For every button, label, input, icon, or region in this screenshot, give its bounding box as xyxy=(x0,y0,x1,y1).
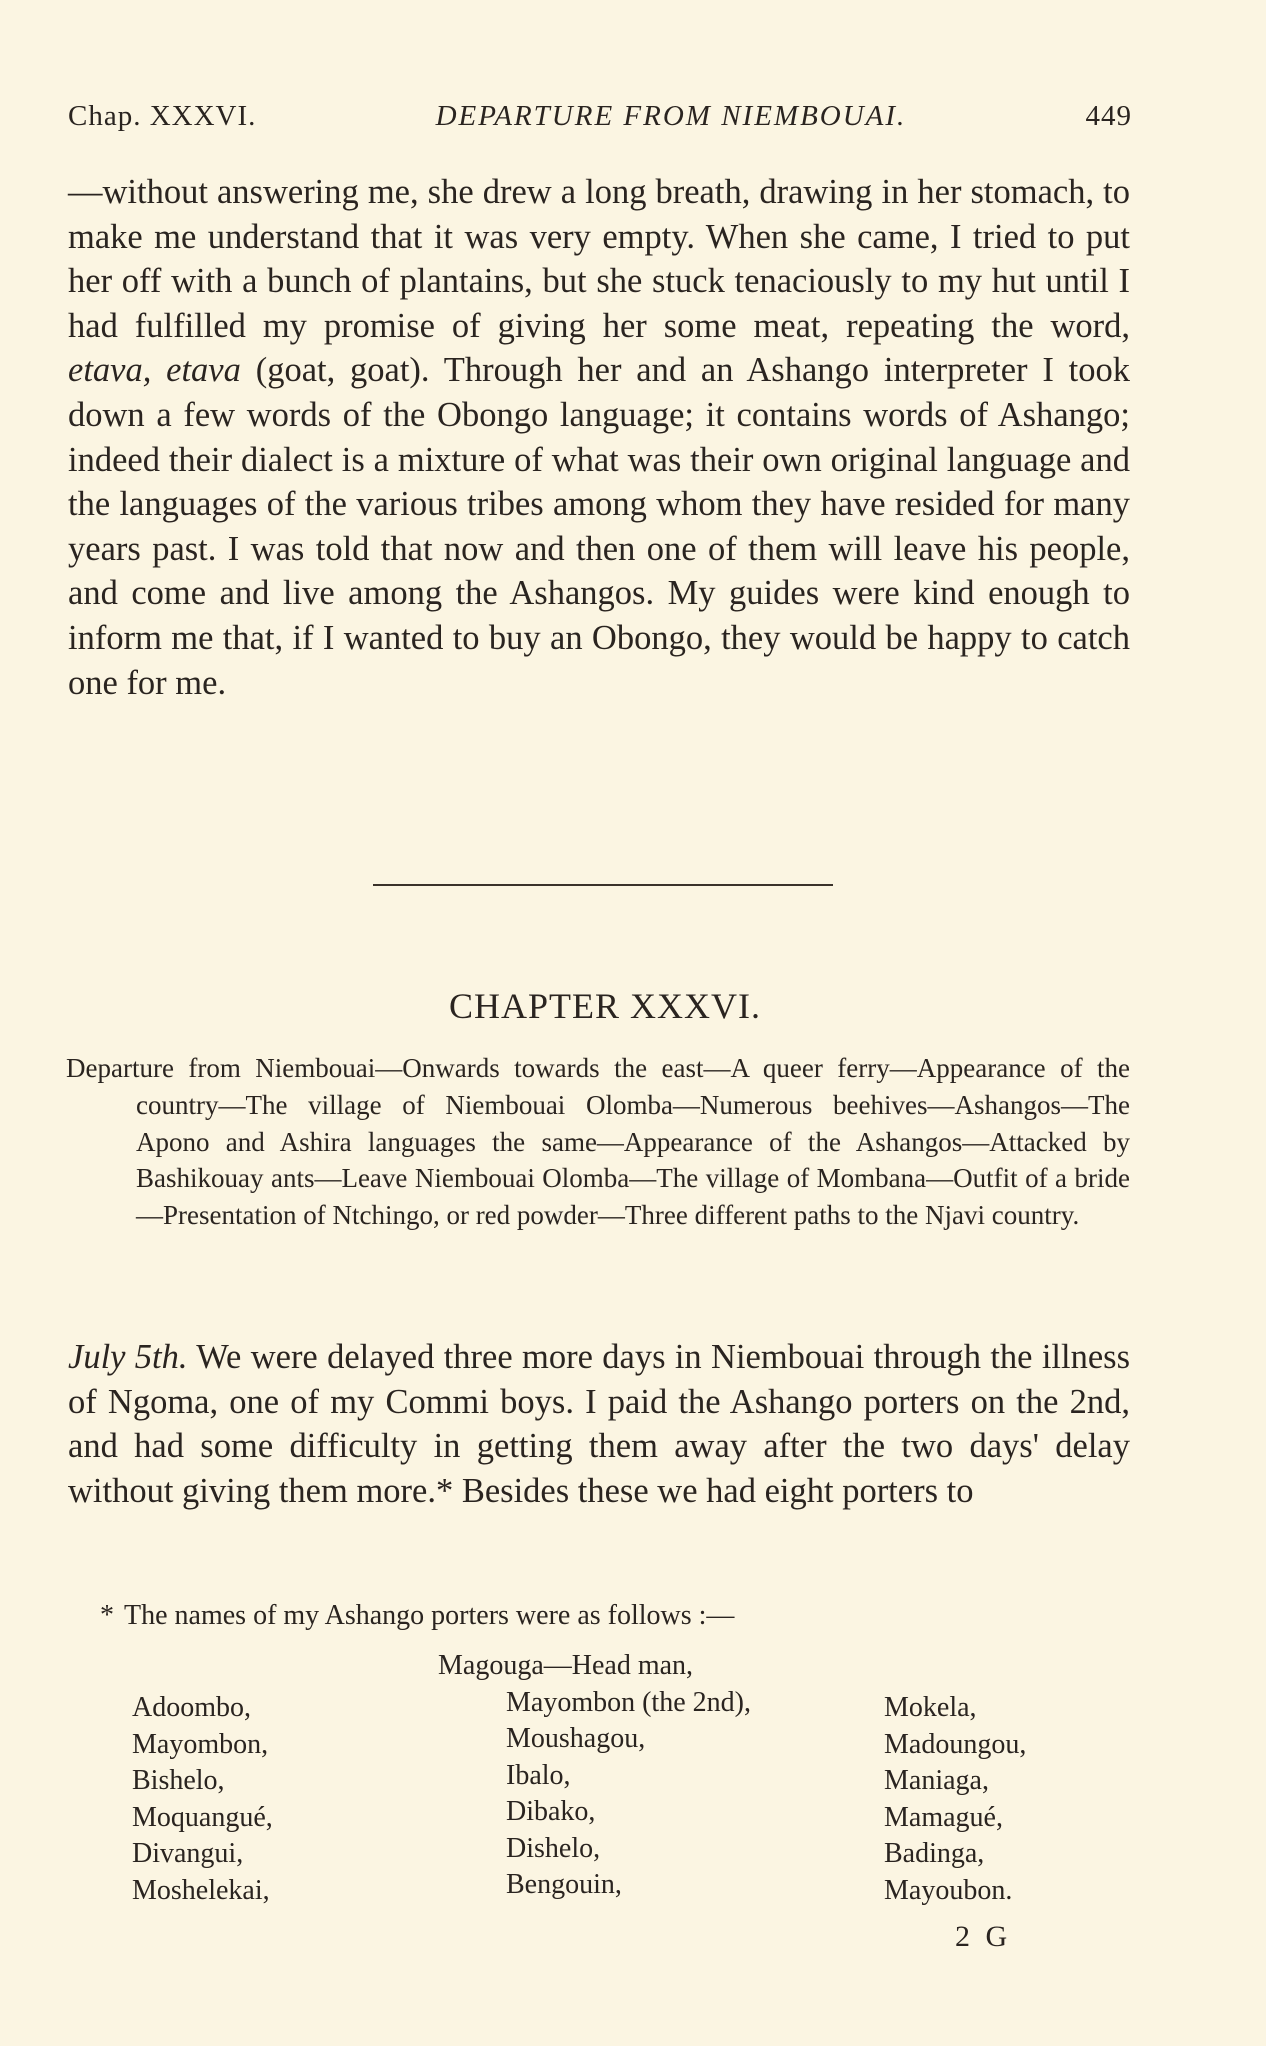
paragraph-2-date: July 5th. xyxy=(68,1338,188,1376)
porter-name: Bengouin, xyxy=(506,1869,622,1900)
footnote-text: The names of my Ashango porters were as follows :— xyxy=(124,1600,735,1631)
porter-name: Dishelo, xyxy=(506,1832,601,1864)
porter-name: Mayombon (the 2nd), xyxy=(506,1686,751,1718)
porter-name: Madoungou, xyxy=(884,1728,1027,1760)
porter-name: Mayoubon. xyxy=(884,1874,1013,1906)
chapter-heading: CHAPTER XXXVI. xyxy=(448,986,761,1026)
head-man: Magouga—Head man, xyxy=(438,1650,694,1681)
porter-name: Divangui, xyxy=(132,1838,244,1869)
paragraph-2 xyxy=(68,1335,1130,1513)
header-chapter: Chap. XXXVI. xyxy=(68,100,257,132)
paragraph-1-italic: etava, etava xyxy=(68,351,241,390)
section-divider xyxy=(373,884,833,886)
porter-names-column-3 xyxy=(884,1690,1026,1909)
porter-name: Badinga, xyxy=(884,1838,985,1869)
footnote xyxy=(100,1600,734,1632)
paragraph-1-text-a: —without answering me, she drew a long breath, drawing in her stomach, to make me understand that it was very empty. When she came, I tried to put her off with a bunch of plantains, but she stuck tenaciously to my hut until I had fulfilled my promise of giving her some meat, repeating the word, xyxy=(68,173,1130,345)
porter-name: Mamagué, xyxy=(884,1801,1003,1833)
header-title: DEPARTURE FROM NIEMBOUAI. xyxy=(435,100,907,132)
page-number: 449 xyxy=(1085,100,1132,132)
porter-name: Mayombon, xyxy=(132,1728,269,1760)
porter-name: Maniaga, xyxy=(884,1765,989,1796)
porter-name: Ibalo, xyxy=(506,1759,571,1791)
porter-names-column-1 xyxy=(132,1690,273,1909)
porter-name: Adoombo, xyxy=(132,1692,251,1723)
chapter-summary: Departure from Niembouai—Onwards towards the east—A queer ferry—Appearance of the country—The village of Niembouai Olomba—Numerous beehives—Ashangos—The Apono and Ashira languages the same—Appearance of the Ashangos—Attacked by Bashikouay ants—Leave Niembouai Olomba—The village of Mombana—Outfit of a bride—Presentation of Ntchingo, or red powder—Three different paths to the Njavi country. xyxy=(66,1053,1130,1231)
porter-name: Moquangué, xyxy=(132,1801,273,1833)
signature-mark: 2 G xyxy=(955,1920,1012,1953)
porter-name: Dibako, xyxy=(506,1796,596,1827)
porter-name: Bishelo, xyxy=(132,1765,225,1796)
paragraph-1-text-b: (goat, goat). Through her and an Ashango interpreter I took down a few words of the Obongo language; it contains words of Ashango; indeed their dialect is a mixture of what was their own original language and the languages of the various tribes among whom they have resided for many years past. I was told that now and then one of them will leave his people, and come and live among the Ashangos. My guides were kind enough to inform me that, if I wanted to buy an Obongo, they would be happy to catch one for me. xyxy=(68,351,1131,702)
porter-name: Mokela, xyxy=(884,1692,977,1723)
porter-name: Moushagou, xyxy=(506,1723,646,1754)
footnote-marker: * xyxy=(100,1600,114,1631)
running-header xyxy=(68,100,1132,133)
paragraph-1 xyxy=(68,170,1130,705)
porter-names-column-2 xyxy=(438,1648,751,1904)
paragraph-2-text: We were delayed three more days in Niembouai through the illness of Ngoma, one of my Commi boys. I paid the Ashango porters on the 2nd, and had some difficulty in getting them away after the two days' delay without giving them more.* Besides these we had eight porters to xyxy=(68,1338,1131,1510)
porter-name: Moshelekai, xyxy=(132,1874,270,1906)
